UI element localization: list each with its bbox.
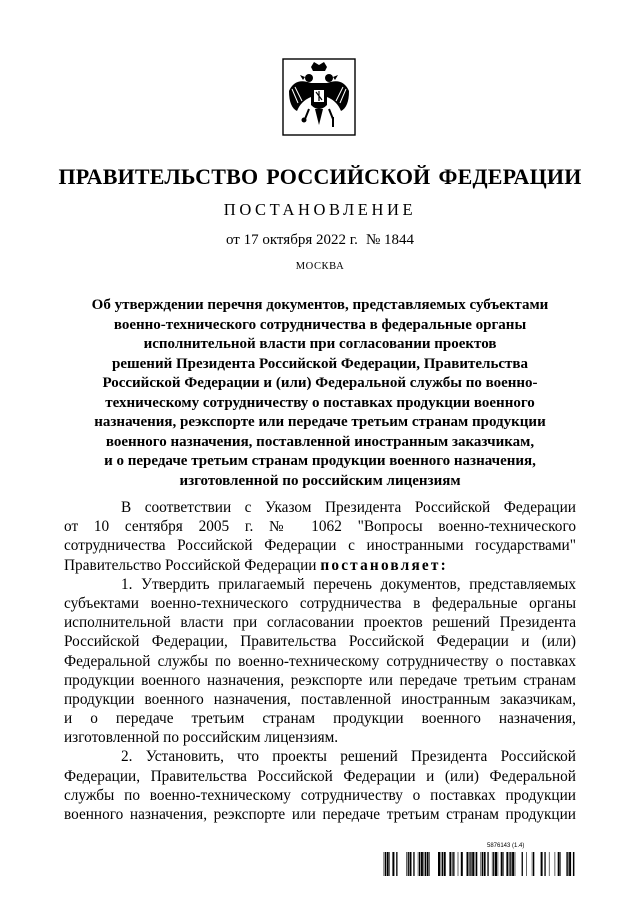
barcode-bar: [482, 852, 483, 876]
body-line: Федеральной службы по военно-техническому сотрудничеству о поставках: [64, 652, 576, 670]
body-line: 2. Установить, что проекты решений Президента Российской: [121, 748, 576, 766]
barcode-bar: [558, 852, 560, 876]
barcode-icon: [381, 852, 575, 876]
barcode-bar: [509, 852, 510, 876]
barcode-bar: [410, 852, 412, 876]
barcode-bar: [476, 852, 477, 876]
barcode-bar: [560, 852, 561, 876]
barcode-bar: [533, 852, 534, 876]
heading-line: и о передаче третьим странам продукции военного назначения,: [104, 453, 536, 469]
barcode-bar: [408, 852, 409, 876]
title-word: ФЕДЕРАЦИИ: [438, 164, 582, 189]
barcode-bar: [493, 852, 494, 876]
body-line: сотрудничества Российской Федерации с иностранными государствами": [64, 537, 576, 555]
barcode-bar: [427, 852, 429, 876]
heading-line: назначения, реэкспорте или передаче третьим странам продукции: [94, 414, 546, 430]
body-line: и о передаче третьим странам продукции военного назначения,: [64, 710, 576, 728]
barcode-number: 5876143 (1.4): [487, 843, 525, 849]
barcode-bar: [392, 852, 394, 876]
barcode-bar: [472, 852, 474, 876]
barcode-bar: [389, 852, 390, 876]
barcode-bar: [449, 852, 451, 876]
barcode-bar: [387, 852, 389, 876]
barcode-bar: [512, 852, 514, 876]
title-word: ПРАВИТЕЛЬСТВО: [58, 164, 259, 189]
preamble-subject: Правительство Российской Федерации: [64, 556, 317, 574]
body-line: [64, 556, 576, 575]
barcode-bar: [461, 852, 463, 876]
body-line: исполнительной власти при согласовании проектов решений Президента: [64, 614, 576, 632]
barcode-bar: [470, 852, 471, 876]
barcode-bar: [429, 852, 430, 876]
date-and-number: [0, 232, 640, 249]
body-line: 1. Утвердить прилагаемый перечень документов, представляемых: [121, 575, 576, 593]
coat-of-arms-icon: [281, 57, 357, 137]
barcode-bar: [532, 852, 533, 876]
barcode-bar: [385, 852, 386, 876]
barcode-bar: [544, 852, 545, 876]
document-type: ПОСТАНОВЛЕНИЕ: [223, 200, 417, 219]
barcode-bar: [406, 852, 407, 876]
document-body: [64, 498, 576, 824]
barcode-bar: [481, 852, 482, 876]
decree-word: постановляет:: [320, 556, 448, 574]
heading-line: Об утверждении перечня документов, представляемых субъектами: [91, 297, 549, 313]
barcode-bar: [566, 852, 567, 876]
heading-line: исполнительной власти при согласовании проектов: [143, 336, 497, 352]
heading-line: военно-технического сотрудничества в федеральные органы: [113, 316, 527, 333]
barcode-bar: [438, 852, 440, 876]
barcode-bar: [396, 852, 397, 876]
body-line: от 10 сентября 2005 г. № 1062 "Вопросы военно-технического: [64, 518, 576, 536]
barcode-bar: [425, 852, 426, 876]
barcode-bar: [419, 852, 420, 876]
document-number: № 1844: [365, 232, 414, 248]
barcode-bar: [413, 852, 414, 876]
body-line: изготовленной по российским лицензиям.: [64, 729, 339, 747]
body-line: продукции военного назначения, поставленной иностранным заказчикам,: [64, 690, 576, 708]
heading-line: Российской Федерации и (или) Федеральной службы по военно-: [102, 375, 538, 391]
barcode-bar: [506, 852, 508, 876]
barcode-bar: [467, 852, 469, 876]
barcode-bar: [549, 852, 550, 876]
body-line: Российской Федерации, Правительства Российской Федерации и (или): [64, 633, 576, 651]
barcode-bar: [444, 852, 446, 876]
barcode-bar: [569, 852, 571, 876]
barcode-bar: [421, 852, 423, 876]
document-date: от 17 октября 2022 г.: [225, 232, 358, 248]
barcode-bar: [498, 852, 499, 876]
heading-line: изготовленной по российским лицензиям: [179, 472, 461, 489]
barcode-bar: [492, 852, 493, 876]
barcode-bar: [418, 852, 419, 876]
barcode-bar: [526, 852, 527, 876]
barcode-bar: [475, 852, 476, 876]
barcode-bar: [469, 852, 470, 876]
barcode-bar: [452, 852, 453, 876]
barcode-bar: [541, 852, 543, 876]
barcode-bar: [501, 852, 503, 876]
barcode-bar: [458, 852, 459, 876]
barcode-bar: [453, 852, 454, 876]
body-line: В соответствии с Указом Президента Российской Федерации: [121, 499, 576, 516]
heading-line: техническому сотрудничеству о поставках продукции военного: [105, 394, 535, 411]
city: МОСКВА: [295, 261, 345, 272]
barcode-bar: [510, 852, 511, 876]
barcode-bar: [487, 852, 488, 876]
barcode-bar: [424, 852, 425, 876]
body-line: субъектами военно-технического сотрудничества в федеральные органы: [64, 594, 576, 612]
title-word: РОССИЙСКОЙ: [266, 164, 431, 189]
barcode-bar: [503, 852, 504, 876]
body-line: Федерации, Правительства Российской Федерации и (или) Федеральной: [64, 767, 576, 785]
barcode-bar: [555, 852, 556, 876]
body-line: службы по военно-техническому сотрудничеству о поставках продукции: [64, 786, 576, 804]
body-line: продукции военного назначения, реэкспорте или передаче третьим странам: [64, 671, 576, 689]
barcode-bar: [484, 852, 486, 876]
barcode-bar: [515, 852, 516, 876]
heading-line: военного назначения, поставленной иностранным заказчикам,: [105, 433, 535, 450]
barcode-bar: [441, 852, 442, 876]
barcode-bar: [567, 852, 568, 876]
barcode-bar: [442, 852, 443, 876]
government-title: [0, 164, 640, 190]
barcode-bar: [573, 852, 574, 876]
barcode-bar: [522, 852, 523, 876]
barcode-bar: [495, 852, 497, 876]
document-heading: [64, 296, 576, 491]
heading-line: решений Президента Российской Федерации, Правительства: [111, 355, 529, 372]
barcode-bar: [384, 852, 385, 876]
body-line: военного назначения, реэкспорте или передаче третьим странам продукции: [64, 806, 576, 823]
